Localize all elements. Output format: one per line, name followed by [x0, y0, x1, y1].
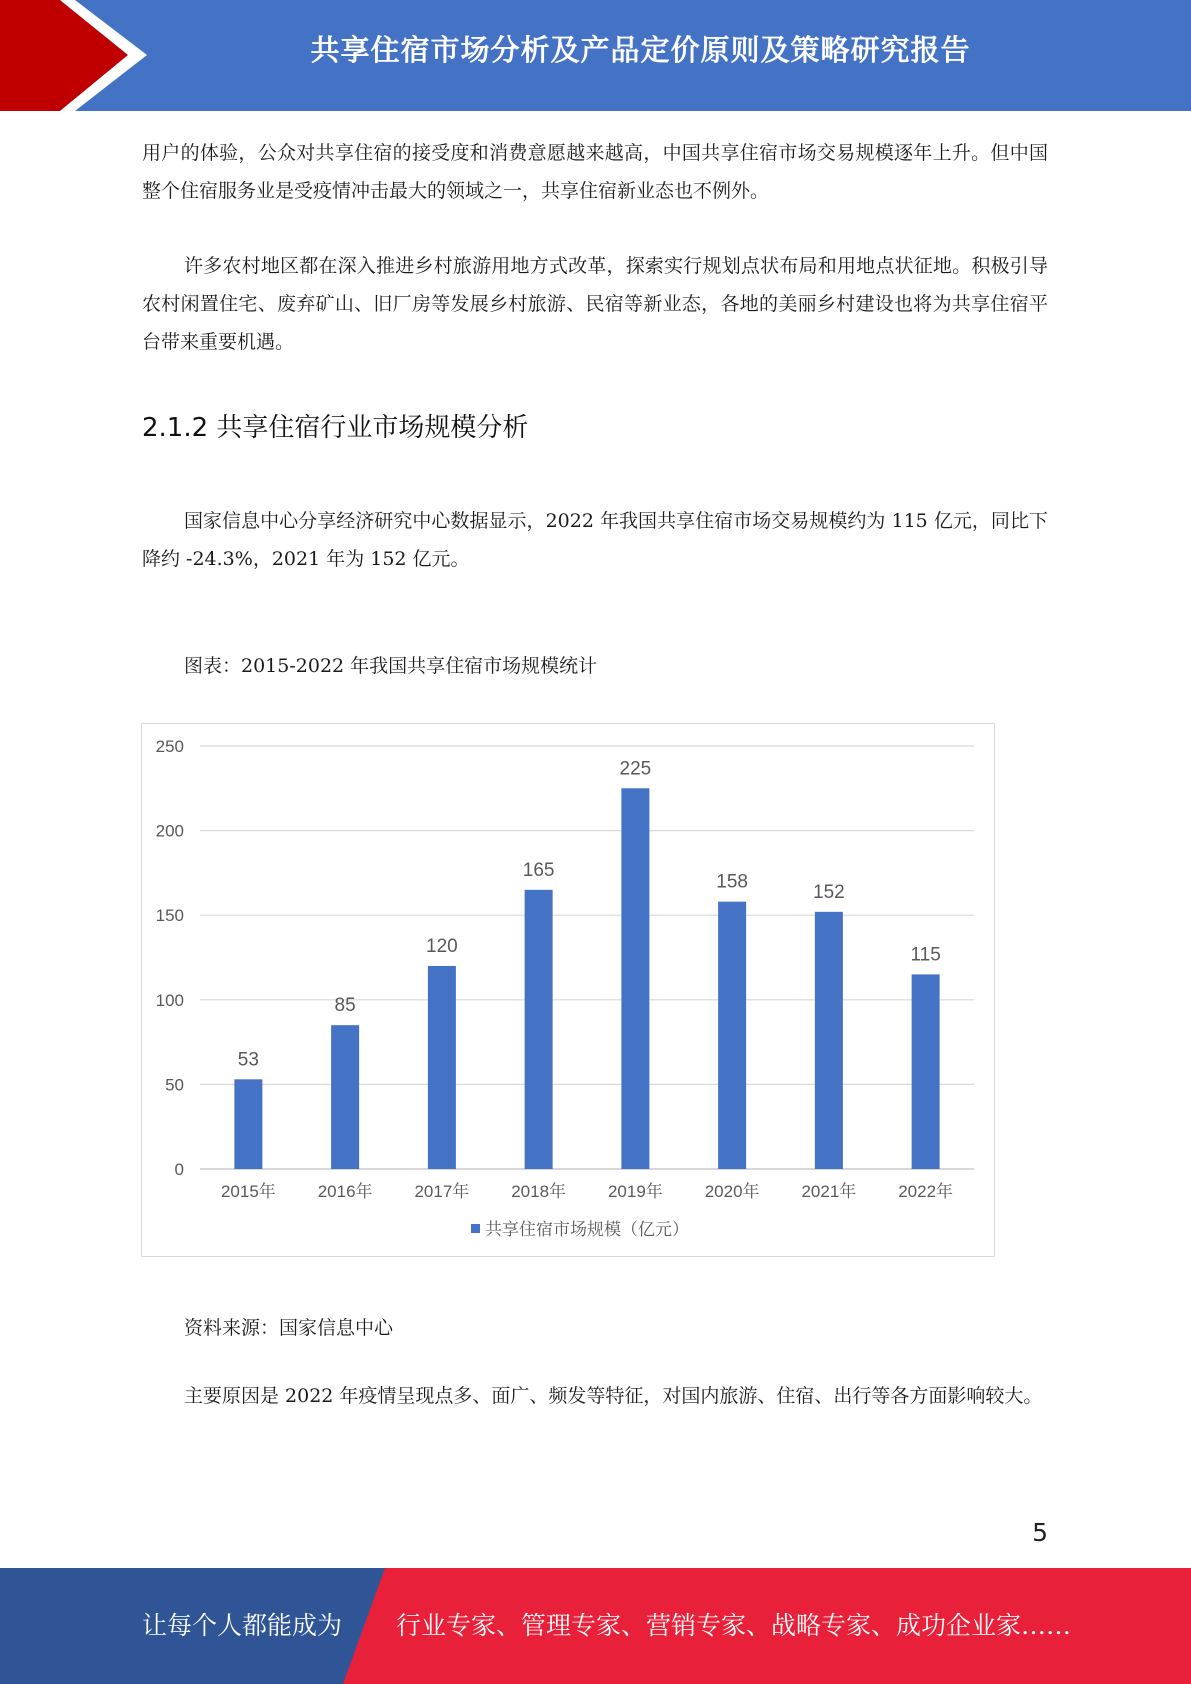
bar — [428, 966, 456, 1169]
bar-chart-svg — [142, 724, 996, 1258]
paragraph-intro-1: 用户的体验，公众对共享住宿的接受度和消费意愿越来越高，中国共享住宿市场交易规模逐年上升。但中国整个住宿服务业是受疫情冲击最大的领域之一，共享住宿新业态也不例外。 — [142, 142, 1048, 202]
data-label: 158 — [716, 871, 748, 893]
data-label: 165 — [522, 859, 555, 881]
market-size-chart — [141, 723, 995, 1257]
chart-caption: 图表：2015-2022 年我国共享住宿市场规模统计 — [184, 655, 598, 677]
page-number: 5 — [1032, 1518, 1048, 1547]
footer-slogan-right: 行业专家、管理专家、营销专家、战略专家、成功企业家…… — [396, 1611, 1072, 1640]
page-footer — [0, 1568, 1191, 1684]
section-heading: 2.1.2 共享住宿行业市场规模分析 — [142, 413, 529, 443]
report-title: 共享住宿市场分析及产品定价原则及策略研究报告 — [310, 33, 971, 67]
paragraph-market-size: 国家信息中心分享经济研究中心数据显示，2022 年我国共享住宿市场交易规模约为 115 亿元，同比下降约 -24.3%，2021 年为 152 亿元。 — [142, 510, 1048, 570]
data-label: 85 — [334, 995, 356, 1017]
bar — [718, 902, 746, 1169]
paragraph-reason: 主要原因是 2022 年疫情呈现点多、面广、频发等特征，对国内旅游、住宿、出行等各方面影响较大。 — [184, 1385, 1043, 1407]
x-tick-label: 2022年 — [898, 1182, 954, 1201]
footer-slogan-left: 让每个人都能成为 — [142, 1611, 343, 1640]
data-label: 120 — [426, 935, 458, 957]
paragraph-intro-2: 许多农村地区都在深入推进乡村旅游用地方式改革，探索实行规划点状布局和用地点状征地。积极引导农村闲置住宅、废弃矿山、旧厂房等发展乡村旅游、民宿等新业态，各地的美丽乡村建设也将为共享住宿平台带来重要机遇。 — [142, 255, 1048, 353]
x-tick-label: 2016年 — [317, 1182, 373, 1201]
data-label: 152 — [813, 881, 845, 903]
y-tick-label: 150 — [155, 906, 184, 926]
data-label: 53 — [237, 1049, 259, 1071]
y-tick-label: 0 — [174, 1160, 184, 1179]
y-tick-label: 50 — [165, 1075, 184, 1095]
x-tick-label: 2017年 — [414, 1182, 470, 1201]
chart-source: 资料来源：国家信息中心 — [184, 1317, 394, 1339]
x-tick-label: 2018年 — [511, 1182, 567, 1201]
bar — [234, 1079, 262, 1169]
header-arrow-decoration — [0, 0, 160, 111]
y-tick-label: 100 — [155, 990, 184, 1010]
page-header — [0, 0, 1191, 111]
x-tick-label: 2020年 — [704, 1182, 760, 1201]
x-tick-label: 2015年 — [220, 1182, 276, 1201]
x-tick-label: 2019年 — [607, 1182, 663, 1201]
y-tick-label: 200 — [155, 821, 184, 841]
x-tick-label: 2021年 — [801, 1182, 857, 1201]
bar — [815, 912, 843, 1169]
legend-label: 共享住宿市场规模（亿元） — [485, 1220, 689, 1239]
bar — [331, 1025, 359, 1169]
legend-swatch — [471, 1224, 480, 1233]
bar — [525, 890, 553, 1169]
bar — [621, 788, 649, 1169]
bar — [912, 974, 940, 1169]
y-tick-label: 250 — [155, 737, 184, 756]
data-label: 115 — [910, 944, 941, 966]
data-label: 225 — [619, 758, 652, 780]
